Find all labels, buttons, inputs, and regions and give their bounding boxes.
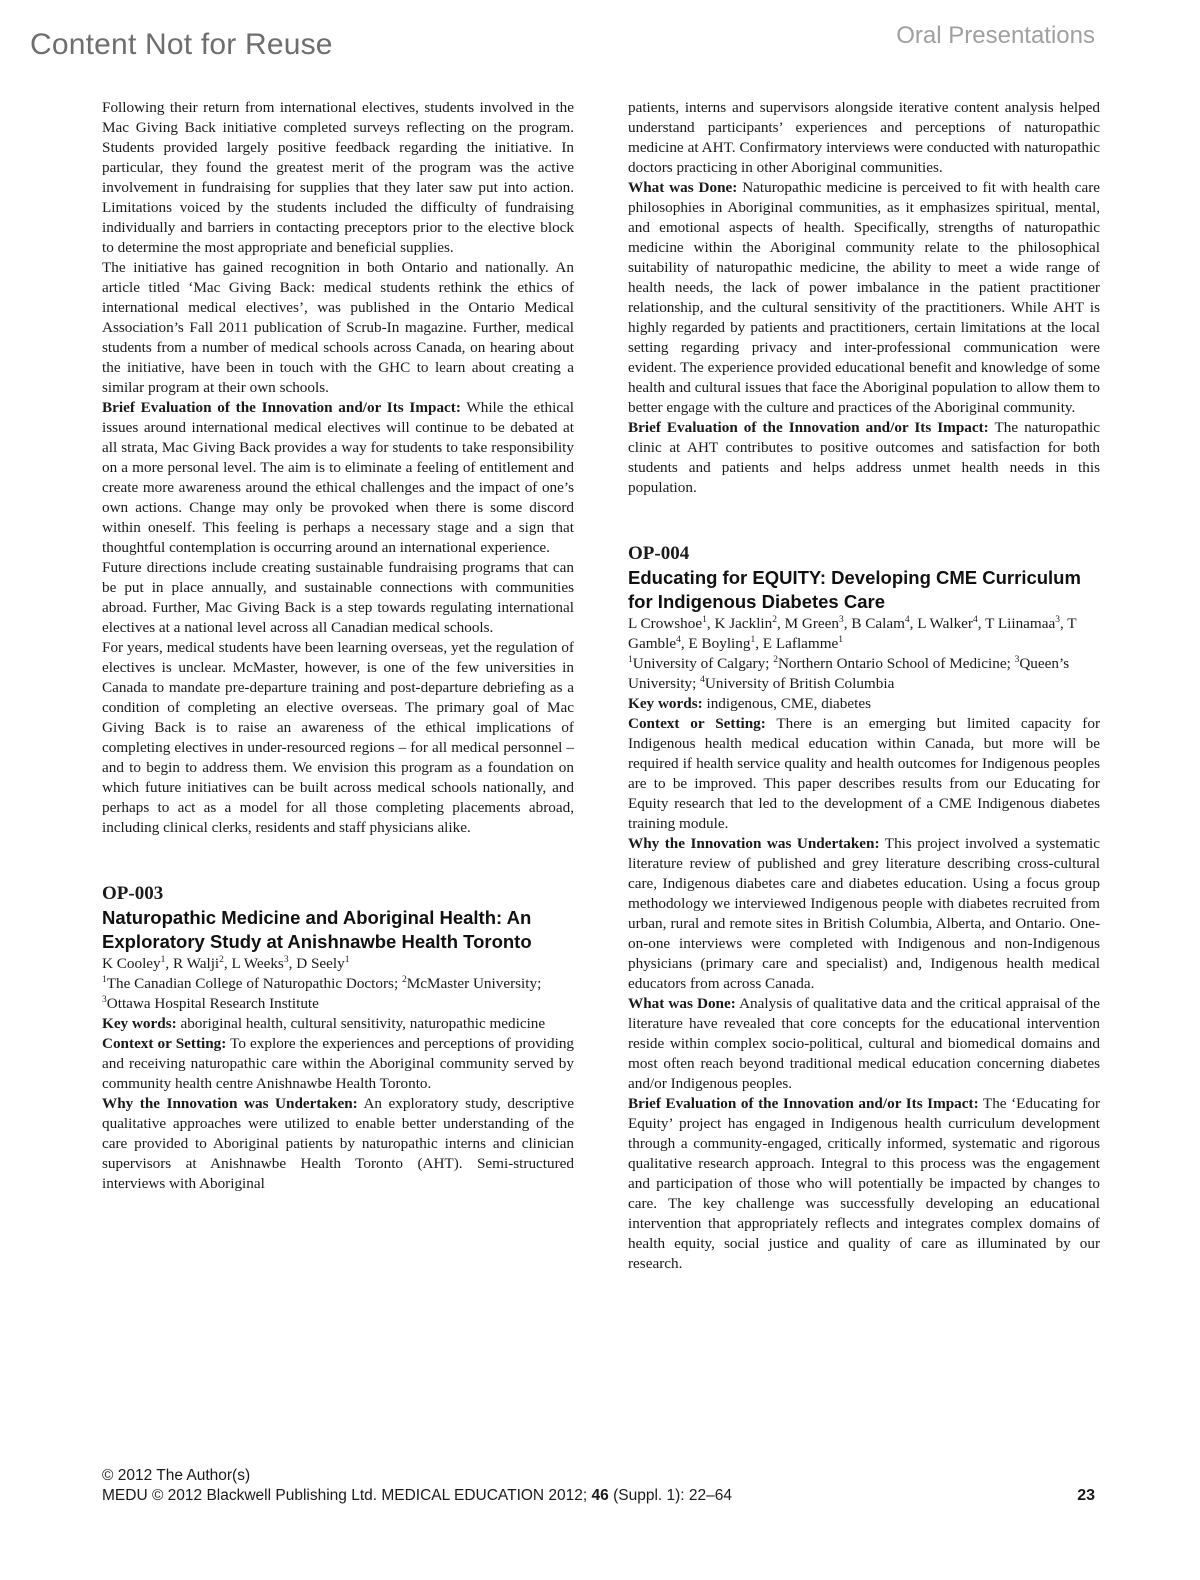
affiliation-marker: 1 — [102, 974, 107, 985]
paragraph: The initiative has gained recognition in both Ontario and nationally. An article titled ‘Mac Giving Back: medical students rethink the ethics of international medical electives’, was published in the Ontario Medical Association’s Fall 2011 publication of Scrub-In magazine. Further, medical students from a number of medical schools across Canada, on hearing about the initiative, have been in touch with the GHC to learn about creating a similar program at their own schools. — [102, 259, 574, 396]
paragraph — [102, 398, 574, 558]
watermark: Content Not for Reuse — [30, 28, 333, 61]
author-name: L Walker — [917, 615, 973, 632]
evaluation-heading: Brief Evaluation of the Innovation and/or Its Impact: — [628, 419, 989, 436]
why-text: An exploratory study, descriptive qualitative approaches were utilized to enable better understanding of the care provided to Aboriginal patients by naturopathic interns and clinician supervisors at Anishnawbe Health Toronto (AHT). Semi-structured interviews with Aboriginal — [102, 1095, 574, 1192]
paragraph: For years, medical students have been learning overseas, yet the regulation of electives is unclear. McMaster, however, is one of the few universities in Canada to mandate pre-departure training and post-departure debriefing as a condition of completing an elective overseas. The primary goal of Mac Giving Back is to raise an awareness of the ethical implications of completing electives in under-resourced regions – for all medical personnel – and to begin to address them. We envision this program as a foundation on which future initiatives can be built across medical schools nationally, and perhaps to act as a model for all those completing placements abroad, including clinical clerks, residents and staff physicians alike. — [102, 639, 574, 836]
done-text: Naturopathic medicine is perceived to fit with health care philosophies in Aboriginal communities, as it emphasizes spiritual, mental, and emotional aspects of health. Specifically, strengths of naturopathic medicine within the Aboriginal community relate to the philosophical suitability of naturopathic medicine, the ability to meet a wide range of health needs, the lack of power imbalance in the patient practitioner relationship, and the cultural sensitivity of the practitioners. While AHT is highly regarded by patients and practitioners, certain limitations at the local setting regarding privacy and inter-professional communication were evident. The experience provided educational benefit and knowledge of some health and cultural issues that face the Aboriginal population to allow them to better engage with the culture and practices of the Aboriginal community. — [628, 179, 1100, 416]
affiliation-list — [102, 974, 574, 1014]
keywords-heading: Key words: — [628, 695, 703, 712]
affiliation-marker: 2 — [773, 654, 778, 665]
affiliation-marker: 4 — [904, 614, 910, 625]
affiliation-name: McMaster University; — [406, 975, 542, 992]
affiliation-name: Ottawa Hospital Research Institute — [106, 995, 319, 1012]
why-section — [102, 1094, 574, 1194]
affiliation-marker: 1 — [344, 954, 350, 965]
keywords — [628, 694, 1100, 714]
done-heading: What was Done: — [628, 179, 738, 196]
author-name: K Jacklin — [714, 615, 773, 632]
affiliation-name: University of Calgary; — [632, 655, 774, 672]
affiliation-marker: 1 — [160, 954, 166, 965]
context-text: To explore the experiences and perceptions of providing and receiving naturopathic care within the Aboriginal community served by community health centre Anishnawbe Health Toronto. — [102, 1035, 575, 1092]
citation-line — [102, 1486, 732, 1506]
evaluation-section — [628, 1094, 1100, 1274]
footer — [102, 1466, 732, 1506]
done-section — [628, 994, 1100, 1094]
affiliation-name: University of British Columbia — [704, 675, 895, 692]
author-name: M Green — [784, 615, 839, 632]
author-list: K Cooley$^1$, R Walji$^2$, L Weeks$^3$, D Seely$^1$ — [102, 954, 350, 972]
abstract-op003 — [102, 882, 574, 1194]
abstract-title: Naturopathic Medicine and Aboriginal Health: An Exploratory Study at Anishnawbe Health Toronto — [102, 907, 532, 952]
keywords-text: aboriginal health, cultural sensitivity, naturopathic medicine — [180, 1015, 546, 1032]
affiliation-marker: 1 — [750, 634, 756, 645]
affiliation-marker: 3 — [283, 954, 289, 965]
why-section — [628, 834, 1100, 994]
author-name: E Boyling — [688, 635, 751, 652]
author-name: B Calam — [851, 615, 905, 632]
keywords-text: indigenous, CME, diabetes — [706, 695, 871, 712]
affiliation-marker: 2 — [219, 954, 224, 965]
paragraph-text: While the ethical issues around international medical electives will continue to be debated at all strata, Mac Giving Back provides a way for students to take responsibility on a more personal level. The aim is to eliminate a feeling of entitlement and create more awareness around the ethical challenges and the impact of one’s own actions. Change may only be provoked when there is some discord within oneself. This feeling is perhaps a necessary stage and a sign that thoughtful contemplation is occurring around an international experience. — [102, 399, 575, 556]
context-section — [102, 1034, 574, 1094]
citation-volume: 46 — [591, 1487, 609, 1504]
why-heading: Why the Innovation was Undertaken: — [628, 835, 880, 852]
citation-prefix: MEDU © 2012 Blackwell Publishing Ltd. MEDICAL EDUCATION 2012; — [102, 1487, 592, 1504]
author-name: L Weeks — [231, 955, 284, 972]
section-label: Oral Presentations — [896, 22, 1095, 49]
context-text: There is an emerging but limited capacity for Indigenous health medical education within Canada, but more will be required if health service quality and health outcomes for Indigenous peoples are to be improved. This paper describes results from our Educating for Equity research that led to the development of a CME Indigenous diabetes training module. — [628, 715, 1100, 832]
affiliation-marker: 4 — [972, 614, 978, 625]
context-heading: Context or Setting: — [628, 715, 766, 732]
affiliation-marker: 4 — [700, 674, 705, 685]
done-text: Analysis of qualitative data and the critical appraisal of the literature have revealed that core concepts for the educational intervention reside within complex socio-political, cultural and biomedical domains and most often reach beyond traditional medical education concerning diabetes and/or Indigenous peoples. — [628, 995, 1100, 1092]
affiliation-marker: 2 — [401, 974, 407, 985]
done-heading: What was Done: — [628, 995, 736, 1012]
author-list: L Crowshoe$^1$, K Jacklin$^2$, M Green$^3$, B Calam$^4$, L Walker$^4$, T Liinamaa$^3$, T Gamble$^4$, E Boyling$^1$, E Laflamme$^1$ — [628, 614, 1077, 652]
affiliation-marker: 3 — [102, 994, 107, 1005]
affiliation-name: Northern Ontario School of Medicine; — [777, 655, 1015, 672]
author-name: T Liinamaa — [985, 615, 1056, 632]
left-column — [102, 98, 574, 1194]
affiliation-marker: 1 — [628, 654, 633, 665]
paragraph: patients, interns and supervisors alongside iterative content analysis helped understand participants’ experiences and perceptions of naturopathic medicine at AHT. Confirmatory interviews were conducted with naturopathic doctors practicing in other Aboriginal communities. — [628, 99, 1100, 176]
keywords-heading: Key words: — [102, 1015, 177, 1032]
author-name: E Laflamme — [762, 635, 839, 652]
author-name: T Gamble — [628, 615, 1077, 652]
author-name: R Walji — [172, 955, 220, 972]
affiliation-marker: 3 — [839, 614, 844, 625]
abstract-code: OP-003 — [102, 883, 164, 904]
affiliation-marker: 3 — [1014, 654, 1020, 665]
context-heading: Context or Setting: — [102, 1035, 227, 1052]
affiliation-marker: 1 — [838, 634, 844, 645]
keywords — [102, 1014, 574, 1034]
abstract-code: OP-004 — [628, 543, 690, 564]
affiliation-marker: 3 — [1055, 614, 1060, 625]
author-name: D Seely — [296, 955, 345, 972]
right-column — [628, 98, 1100, 1274]
abstract-op004 — [628, 542, 1100, 1274]
paragraph-heading: Brief Evaluation of the Innovation and/or Its Impact: — [102, 399, 461, 416]
affiliation-marker: 4 — [676, 634, 681, 645]
paragraph: Following their return from international electives, students involved in the Mac Giving Back initiative completed surveys reflecting on the program. Students provided largely positive feedback regarding the initiative. In particular, they found the greatest merit of the program was the active involvement in fundraising for supplies that they later saw put into action. Limitations voiced by the students included the difficulty of fundraising individually and barriers in contacting preceptors prior to the elective block to determine the most appropriate and beneficial supplies. — [102, 99, 574, 256]
affiliation-list — [628, 654, 1100, 694]
citation-suffix: (Suppl. 1): 22–64 — [608, 1487, 733, 1504]
affiliation-marker: 1 — [702, 614, 707, 625]
done-section — [628, 178, 1100, 418]
evaluation-text: The ‘Educating for Equity’ project has engaged in Indigenous health curriculum development through a community-engaged, critically informed, systematic and rigorous qualitative research approach. Integral to this process was the engagement and participation of those who will potentially be impacted by changes to care. The key challenge was successfully developing an educational intervention that appropriately reflects and integrates complex domains of health equity, social justice and quality of care as illuminated by our research. — [628, 1095, 1100, 1272]
why-text: This project involved a systematic literature review of published and grey literature describing cross-cultural care, Indigenous diabetes care and diabetes education. Using a focus group methodology we interviewed Indigenous people with diabetes recruited from urban, rural and remote sites in British Columbia, Alberta, and Ontario. One-on-one interviews were completed with Indigenous and non-Indigenous physicians (primary care and specialist) and, Indigenous health medical educators from across Canada. — [628, 835, 1100, 992]
why-heading: Why the Innovation was Undertaken: — [102, 1095, 358, 1112]
evaluation-heading: Brief Evaluation of the Innovation and/or Its Impact: — [628, 1095, 979, 1112]
author-name: K Cooley — [102, 955, 161, 972]
affiliation-name: Queen’s University; — [628, 655, 1070, 692]
abstract-title: Educating for EQUITY: Developing CME Curriculum for Indigenous Diabetes Care — [628, 567, 1081, 612]
page-number: 23 — [1077, 1487, 1095, 1504]
author-name: L Crowshoe — [628, 615, 703, 632]
paragraph: Future directions include creating sustainable fundraising programs that can be put in place annually, and sustainable connections with communities abroad. Further, Mac Giving Back is a step towards regulating international electives at a national level across all Canadian medical schools. — [102, 559, 574, 636]
affiliation-name: The Canadian College of Naturopathic Doctors; — [106, 975, 402, 992]
evaluation-section — [628, 418, 1100, 498]
evaluation-text: The naturopathic clinic at AHT contributes to positive outcomes and satisfaction for both students and patients and helps address unmet health needs in this population. — [628, 419, 1100, 496]
affiliation-marker: 2 — [772, 614, 777, 625]
copyright-line: © 2012 The Author(s) — [102, 1467, 251, 1484]
context-section — [628, 714, 1100, 834]
